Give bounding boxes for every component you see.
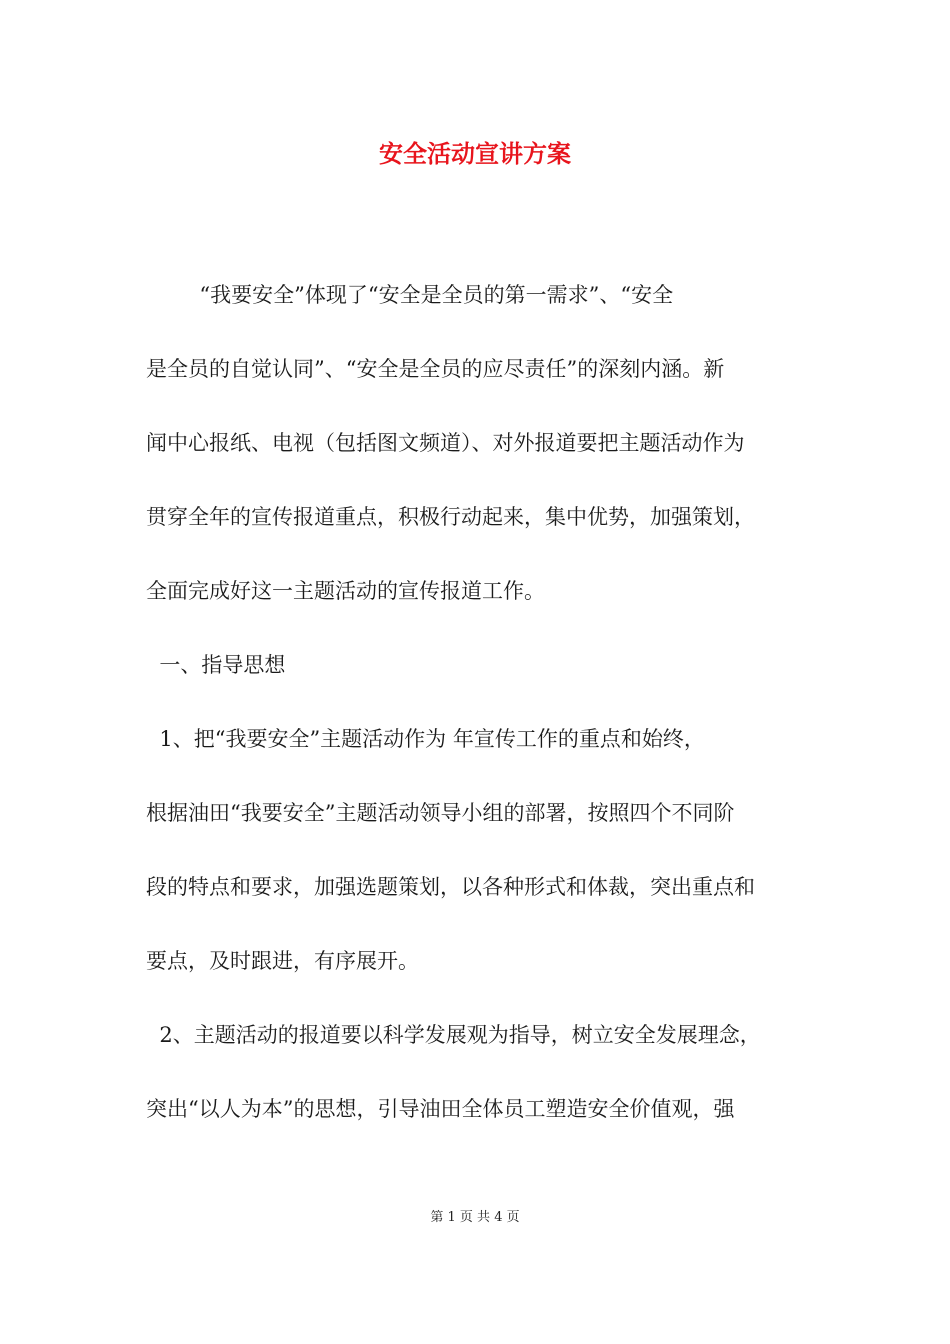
paragraph-line: 段的特点和要求，加强选题策划，以各种形式和体裁，突出重点和	[146, 875, 755, 899]
paragraph-line: 要点，及时跟进，有序展开。	[146, 949, 419, 973]
paragraph-line: 是全员的自觉认同”、“安全是全员的应尽责任”的深刻内涵。新	[146, 357, 725, 381]
paragraph-line: 闻中心报纸、电视（包括图文频道）、对外报道要把主题活动作为	[146, 431, 745, 455]
paragraph-line: 2、主题活动的报道要以科学发展观为指导，树立安全发展理念，	[146, 1023, 761, 1047]
paragraph-line: 全面完成好这一主题活动的宣传报道工作。	[146, 579, 545, 603]
paragraph-line: 突出“以人为本”的思想，引导油田全体员工塑造安全价值观，强	[146, 1097, 735, 1121]
paragraph-line: 1、把“我要安全”主题活动作为 年宣传工作的重点和始终，	[146, 727, 705, 751]
section-heading: 一、指导思想	[146, 653, 286, 677]
paragraph-line: 贯穿全年的宣传报道重点，积极行动起来，集中优势，加强策划，	[146, 505, 755, 529]
document-title: 安全活动宣讲方案	[379, 139, 571, 168]
paragraph-line: “我要安全”体现了“安全是全员的第一需求”、“安全	[146, 283, 674, 307]
paragraph-line: 根据油田“我要安全”主题活动领导小组的部署，按照四个不同阶	[146, 801, 735, 825]
page-number-footer: 第 1 页 共 4 页	[430, 1210, 520, 1225]
